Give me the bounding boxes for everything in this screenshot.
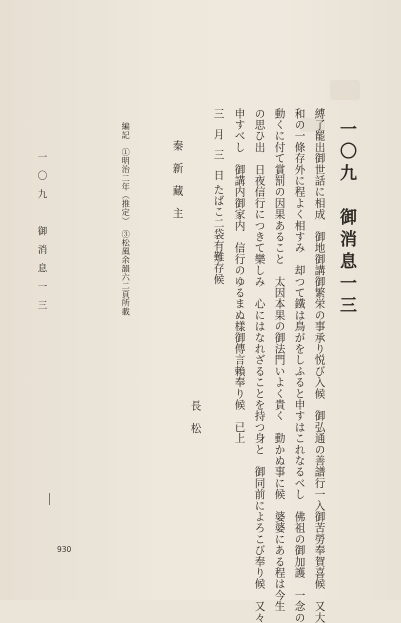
letter-date: 三月三日 — [212, 108, 225, 191]
body-line-4: の思ひ出 日夜信行につきて樂しみ 心にはなれざることを持つ身と 御同前によろこび奉り候 又々 — [253, 108, 266, 623]
page-number: 930 — [57, 545, 72, 554]
closing-note: たばこ二袋有難存候 — [212, 184, 225, 285]
body-line-5: 申すべし 御講内御家内 信行のゆるまぬ樣御傳言賴奉り候 已上 — [233, 108, 246, 444]
page-mark — [49, 493, 50, 505]
running-header: 一〇九 御消息一三 — [35, 152, 47, 319]
body-line-1: 縛了罷出御世話に相成 御地御講御繁栄の事承り悦び入候 御弘通の善譜行一入御苦勞奉賀喜候 又大 — [313, 108, 326, 623]
body-line-2: 和の一條存外に程よく相すみ 却つて鐵は鳥がをしふると申すはこれなるべし 佛祖の御加護 一念の — [293, 108, 306, 623]
editorial-note: 編記 ①明治二年（推定） ③松風余韻六二頁所載 — [121, 122, 132, 316]
sender-signature: 長松 — [189, 400, 202, 446]
paper-stain — [330, 80, 360, 100]
section-heading: 一〇九 御消息一三 — [336, 120, 356, 318]
recipient-name: 秦新藏主 — [171, 140, 184, 231]
body-line-3: 動くに付て賞罰の因果あること 太因本果の御法門いよく貴く 動かぬ事に候 婆婆にある程は今生 — [273, 108, 286, 612]
